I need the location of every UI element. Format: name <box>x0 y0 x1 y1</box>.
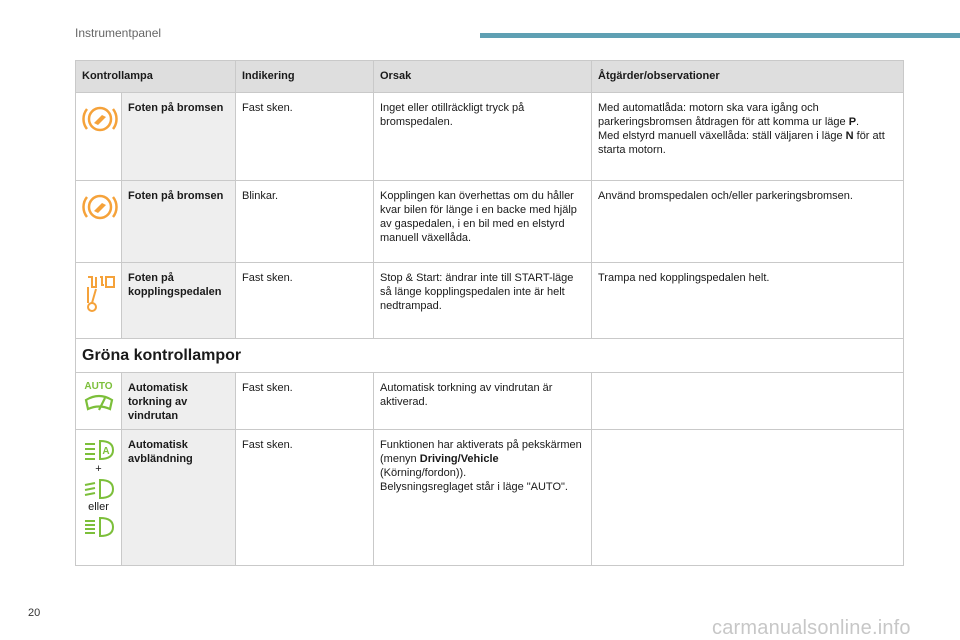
auto-headlamp-a-icon <box>83 438 115 462</box>
table-row <box>76 373 904 430</box>
plus-sign: + <box>95 463 102 475</box>
lamp-action <box>592 373 904 430</box>
table-row <box>76 181 904 263</box>
section-title: Instrumentpanel <box>75 26 162 40</box>
lamp-cause: Inget eller otillräckligt tryck på bromspedalen. <box>374 93 592 181</box>
column-header-indication: Indikering <box>236 61 374 93</box>
green-section-title: Gröna kontrollampor <box>76 339 904 373</box>
auto-wiper-icon <box>83 392 115 414</box>
lamp-action <box>592 430 904 566</box>
watermark: carmanualsonline.info <box>712 617 911 639</box>
lamp-name: Foten på bromsen <box>122 93 236 181</box>
lamp-indication: Fast sken. <box>236 430 374 566</box>
page-number: 20 <box>28 607 41 619</box>
lamp-action: Använd bromspedalen och/eller parkeringsbromsen. <box>592 181 904 263</box>
lamp-icon-cell <box>76 263 122 339</box>
lamp-indication: Blinkar. <box>236 181 374 263</box>
lamp-icon-cell <box>76 430 122 566</box>
lamp-name: Foten på bromsen <box>122 181 236 263</box>
lamp-name: Automatisk torkning av vindrutan <box>122 373 236 430</box>
table-row <box>76 430 904 566</box>
lamp-cause: Kopplingen kan överhettas om du håller kvar bilen för länge i en backe med hjälp av gaspedalen, i en bil med en elstyrd manuell växellåda. <box>374 181 592 263</box>
lamp-icon-cell <box>76 181 122 263</box>
lamp-cause: Funktionen har aktiverats på pekskärmen (menyn Driving/Vehicle (Körning/fordon)). Belysningsreglaget står i läge "AUTO". <box>374 430 592 566</box>
lamp-action: Med automatlåda: motorn ska vara igång och parkeringsbromsen åtdragen för att komma ur läge P. Med elstyrd manuell växellåda: ställ väljaren i läge N för att starta motorn. <box>592 93 904 181</box>
lamp-cause: Automatisk torkning av vindrutan är aktiverad. <box>374 373 592 430</box>
lamp-name: Automatisk avbländning <box>122 430 236 566</box>
lamp-icon-cell <box>76 373 122 430</box>
column-header-lamp: Kontrollampa <box>76 61 236 93</box>
lamp-icon-cell <box>76 93 122 181</box>
lamp-indication: Fast sken. <box>236 263 374 339</box>
lamp-indication: Fast sken. <box>236 373 374 430</box>
table-header-row <box>76 61 904 93</box>
column-header-action: Åtgärder/observationer <box>592 61 904 93</box>
svg-text:A: A <box>101 446 110 457</box>
foot-on-brake-icon <box>82 191 118 223</box>
auto-label: AUTO <box>84 381 113 392</box>
green-section-row <box>76 339 904 373</box>
warning-lamps-table <box>75 60 904 566</box>
lamp-indication: Fast sken. <box>236 93 374 181</box>
or-label: eller <box>88 501 109 513</box>
high-beam-icon <box>83 516 115 538</box>
column-header-cause: Orsak <box>374 61 592 93</box>
table-row <box>76 93 904 181</box>
lamp-name: Foten på kopplingspedalen <box>122 263 236 339</box>
low-beam-icon <box>83 478 115 500</box>
lamp-cause: Stop & Start: ändrar inte till START-läge så länge kopplingspedalen inte är helt nedtrampad. <box>374 263 592 339</box>
foot-on-brake-icon <box>82 103 118 135</box>
table-row <box>76 263 904 339</box>
foot-on-clutch-icon <box>82 273 118 315</box>
lamp-action: Trampa ned kopplingspedalen helt. <box>592 263 904 339</box>
section-header-bar <box>480 33 960 38</box>
